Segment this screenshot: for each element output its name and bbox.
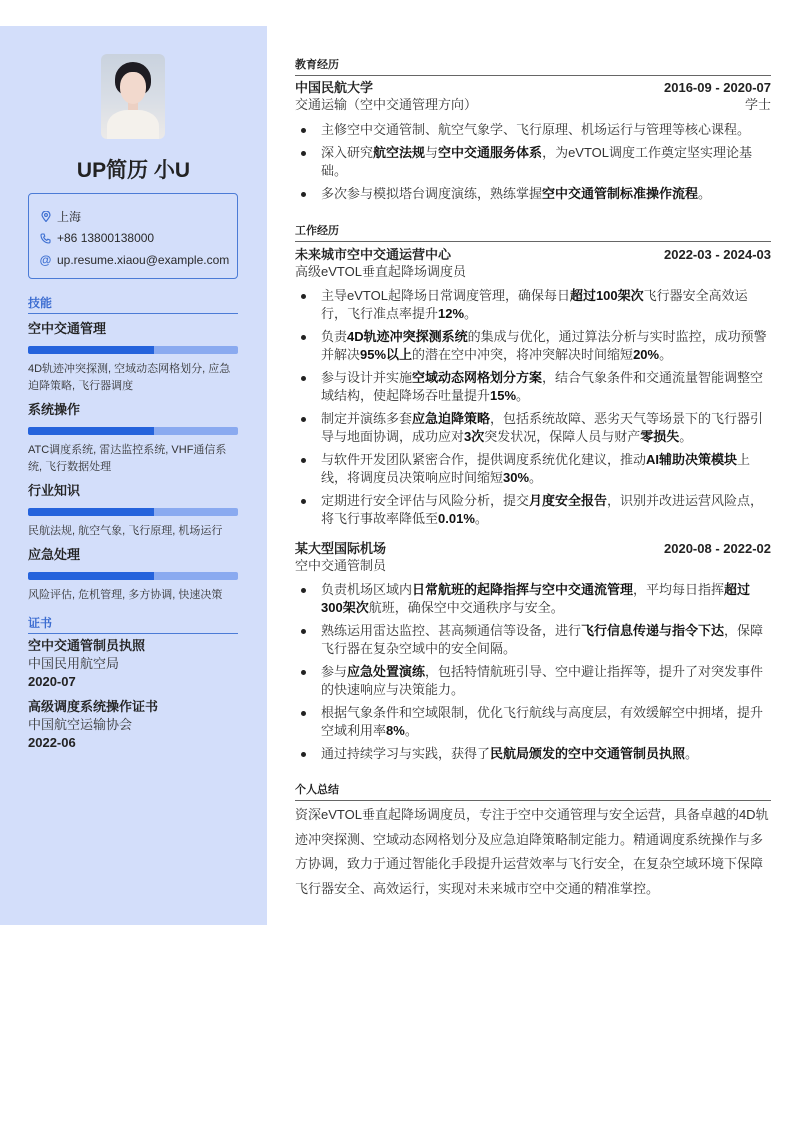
certificate-name: 空中交通管制员执照 — [28, 638, 146, 653]
bullet-item: 多次参与模拟塔台调度演练，熟练掌握空中交通管制标准操作流程。 — [295, 185, 771, 203]
major: 交通运输（空中交通管理方向） — [295, 97, 478, 112]
skill-name: 行业知识 — [28, 483, 81, 498]
skill-level-fill — [28, 572, 154, 580]
skill-level-bar — [28, 572, 238, 580]
job-bullets — [295, 581, 771, 768]
bullet-item: 与软件开发团队紧密合作，提供调度系统优化建议，推动AI辅助决策模块上线，将调度员决策响应时间缩短30%。 — [295, 451, 771, 487]
bullet-item: 负责4D轨迹冲突探测系统的集成与优化，通过算法分析与实时监控，成功预警并解决95%以上的潜在空中冲突，将冲突解决时间缩短20%。 — [295, 328, 771, 364]
certificates-heading: 证书 — [28, 614, 238, 634]
job-position: 高级eVTOL垂直起降场调度员 — [295, 264, 466, 279]
certificate-name: 高级调度系统操作证书 — [28, 699, 159, 714]
certificate-item — [28, 698, 238, 752]
certificate-date: 2022-06 — [28, 735, 76, 750]
phone-text: +86 13800138000 — [57, 231, 155, 246]
skill-level-fill — [28, 508, 154, 516]
bullet-item: 主修空中交通管制、航空气象学、飞行原理、机场运行与管理等核心课程。 — [295, 121, 771, 139]
job-position: 空中交通管制员 — [295, 558, 387, 573]
skill-name: 空中交通管理 — [28, 321, 107, 336]
candidate-name: UP简历 小U — [76, 159, 191, 182]
job-period: 2022-03 - 2024-03 — [664, 247, 771, 262]
summary-text: 资深eVTOL垂直起降场调度员，专注于空中交通管理与安全运营，具备卓越的4D轨迹冲突探测、空域动态网格划分及应急迫降策略制定能力。精通调度系统操作与多方协调，致力于通过智能化手段提升运营效率与飞行安全，在复杂空域环境下保障飞行器安全、高效运行，实现对未来城市空中交通的精准掌控。 — [295, 807, 769, 896]
skill-desc: 风险评估, 危机管理, 多方协调, 快速决策 — [28, 589, 223, 601]
job-bullets — [295, 287, 771, 533]
phone-icon — [40, 233, 51, 244]
skill-level-bar — [28, 508, 238, 516]
bullet-item: 熟练运用雷达监控、甚高频通信等设备，进行飞行信息传递与指令下达，保障飞行器在复杂空域中的安全间隔。 — [295, 622, 771, 658]
skill-desc: 民航法规, 航空气象, 飞行原理, 机场运行 — [28, 525, 223, 537]
certificate-issuer: 中国航空运输协会 — [28, 717, 133, 732]
profile-photo — [101, 54, 165, 139]
skill-desc: ATC调度系统, 雷达监控系统, VHF通信系统, 飞行数据处理 — [28, 444, 227, 473]
skill-level-bar — [28, 427, 238, 435]
certificate-item — [28, 637, 238, 691]
degree: 学士 — [744, 97, 771, 112]
location-text: 上海 — [57, 210, 82, 225]
certificate-date: 2020-07 — [28, 674, 76, 689]
certificate-issuer: 中国民用航空局 — [28, 656, 120, 671]
school-name: 中国民航大学 — [295, 80, 374, 95]
bullet-item: 深入研究航空法规与空中交通服务体系，为eVTOL调度工作奠定坚实理论基础。 — [295, 144, 771, 180]
contact-phone — [40, 228, 237, 250]
company-name: 某大型国际机场 — [295, 541, 387, 556]
work-heading: 工作经历 — [295, 222, 771, 242]
summary-heading: 个人总结 — [295, 781, 771, 801]
skill-name: 系统操作 — [28, 402, 81, 417]
skills-heading: 技能 — [28, 294, 238, 314]
skill-level-bar — [28, 346, 238, 354]
skill-item — [28, 318, 238, 395]
job-header — [295, 246, 771, 264]
at-sign-icon: @ — [39, 252, 52, 267]
bullet-item: 参与应急处置演练，包括特情航班引导、空中避让指挥等，提升了对突发事件的快速响应与决策能力。 — [295, 663, 771, 699]
education-header — [295, 79, 771, 97]
education-heading: 教育经历 — [295, 56, 771, 76]
contact-email[interactable] — [40, 249, 237, 271]
skill-item — [28, 480, 238, 540]
location-pin-icon — [40, 211, 51, 222]
bullet-item: 参与设计并实施空域动态网格划分方案，结合气象条件和交通流量智能调整空域结构，使起降场吞吐量提升15%。 — [295, 369, 771, 405]
job-header — [295, 540, 771, 558]
contact-box — [28, 193, 238, 279]
education-period: 2016-09 - 2020-07 — [664, 80, 771, 95]
contact-location — [40, 206, 237, 228]
job-period: 2020-08 - 2022-02 — [664, 541, 771, 556]
skill-desc: 4D轨迹冲突探测, 空域动态网格划分, 应急迫降策略, 飞行器调度 — [28, 363, 231, 392]
company-name: 未来城市空中交通运营中心 — [295, 247, 452, 262]
bullet-item: 主导eVTOL起降场日常调度管理，确保每日超过100架次飞行器安全高效运行，飞行准点率提升12%。 — [295, 287, 771, 323]
bullet-item: 通过持续学习与实践，获得了民航局颁发的空中交通管制员执照。 — [295, 745, 771, 763]
skill-item — [28, 399, 238, 476]
bullet-item: 根据气象条件和空域限制，优化飞行航线与高度层，有效缓解空中拥堵，提升空域利用率8%。 — [295, 704, 771, 740]
bullet-item: 制定并演练多套应急迫降策略，包括系统故障、恶劣天气等场景下的飞行器引导与地面协调，成功应对3次突发状况，保障人员与财产零损失。 — [295, 410, 771, 446]
job-subheader — [295, 263, 771, 281]
education-subheader — [295, 96, 771, 114]
sidebar — [0, 26, 267, 925]
job-subheader — [295, 557, 771, 575]
bullet-item: 负责机场区域内日常航班的起降指挥与空中交通流管理，平均每日指挥超过300架次航班，确保空中交通秩序与安全。 — [295, 581, 771, 617]
skill-item — [28, 544, 238, 604]
skill-level-fill — [28, 427, 154, 435]
skill-level-fill — [28, 346, 154, 354]
bullet-item: 定期进行安全评估与风险分析，提交月度安全报告，识别并改进运营风险点，将飞行事故率降低至0.01%。 — [295, 492, 771, 528]
education-bullets — [295, 121, 771, 208]
skill-name: 应急处理 — [28, 547, 81, 562]
email-link[interactable]: up.resume.xiaou@example.com — [57, 252, 230, 267]
